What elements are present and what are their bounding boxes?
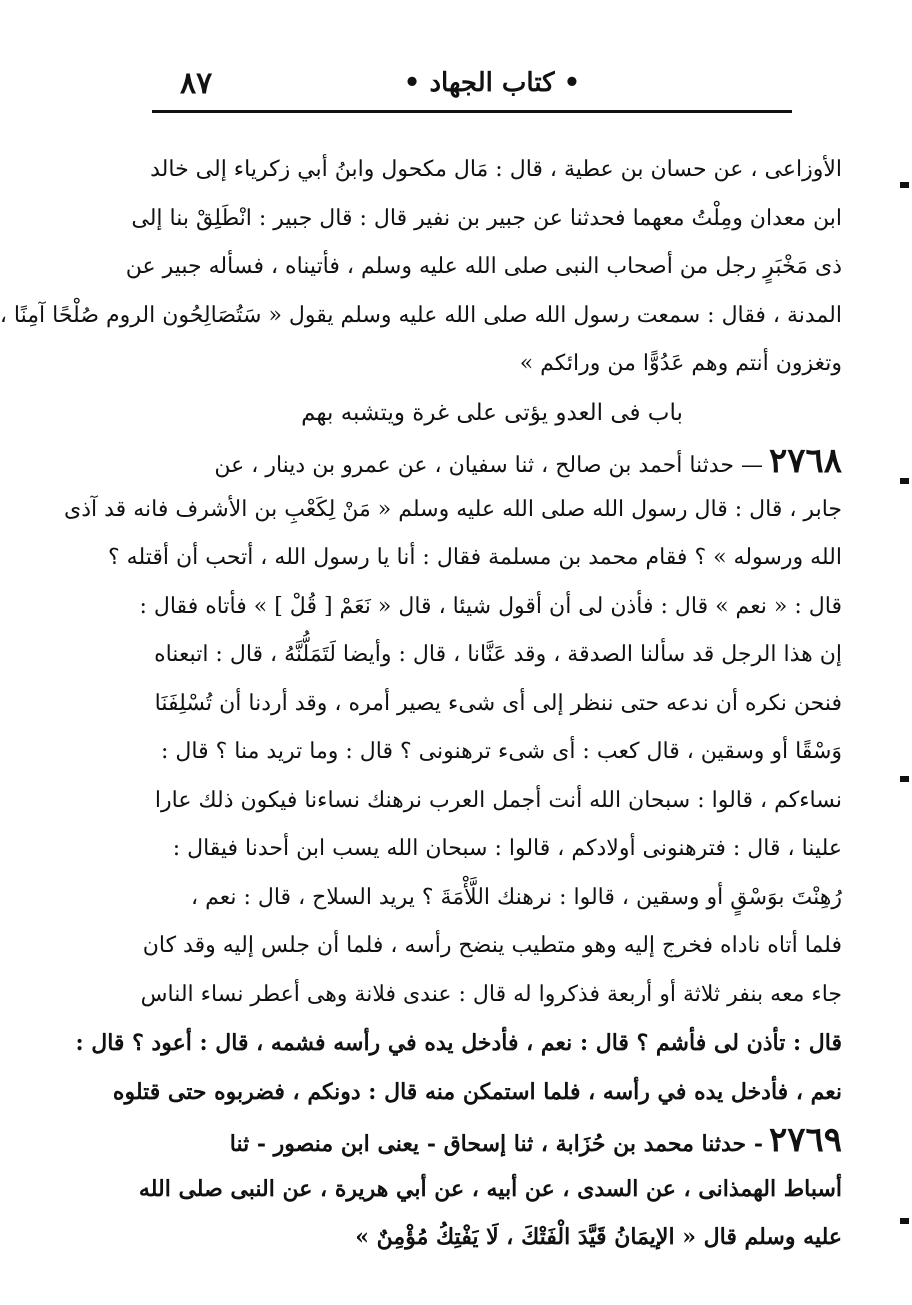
- line-text: فلما أتاه ناداه فخرج إليه وهو متطيب ينضح رأسه ، فلما أن جلس إليه وقد كان: [142, 933, 842, 958]
- margin-mark: [900, 776, 909, 782]
- text-line: [142, 728, 842, 777]
- text-line: [131, 195, 842, 244]
- text-line: [139, 583, 842, 632]
- line-text: إن هذا الرجل قد سألنا الصدقة ، وقد عَنَّانا ، قال : وأيضا لَتَمَلُّنَّهُ ، قال : اتبعناه: [154, 642, 842, 667]
- line-text: وَسْقًا أو وسقين ، قال كعب : أى شىء ترهنونى ؟ قال : وما تريد منا ؟ قال :: [160, 739, 842, 764]
- line-text: — حدثنا أحمد بن صالح ، ثنا سفيان ، عن عمرو بن دينار ، عن: [214, 453, 763, 478]
- margin-mark: [900, 478, 909, 484]
- hadith-start-line: [142, 1116, 842, 1165]
- text-line: [142, 1213, 842, 1262]
- line-text: الله ورسوله » ؟ فقام محمد بن مسلمة فقال : أنا يا رسول الله ، أتحب أن أقتله ؟: [108, 545, 842, 570]
- text-line: [0, 292, 842, 341]
- text-line: [142, 777, 842, 826]
- text-line: [142, 971, 842, 1020]
- line-text: - حدثنا محمد بن حُزَابة ، ثنا إسحاق - يعنى ابن منصور - ثنا: [229, 1131, 763, 1157]
- hadith-number: ٢٧٦٩: [768, 1120, 842, 1160]
- text-line: [142, 825, 842, 874]
- line-text: جابر ، قال : قال رسول الله صلى الله عليه وسلم « مَنْ لِكَعْبِ بن الأشرف فانه قد آذى: [64, 496, 842, 522]
- line-text: نساءكم ، قالوا : سبحان الله أنت أجمل العرب نرهنك نساءنا فيكون ذلك عارا: [154, 787, 842, 813]
- text-line: [108, 534, 842, 583]
- line-text: رُهِنْتَ بوَسْقٍ أو وسقين ، قالوا : نرهنك اللَّأْمَةَ ؟ يريد السلاح ، قال : نعم ،: [191, 884, 842, 910]
- header-rule: [152, 110, 792, 113]
- book-page: [2, 0, 912, 1305]
- page-header: [152, 66, 792, 110]
- hadith-start-line: [142, 437, 842, 486]
- running-title: • كتاب الجهاد •: [403, 68, 581, 98]
- line-text: عليه وسلم قال « الإيمَانُ قَيَّدَ الْفَتْكَ ، لَا يَفْتِكُ مُؤْمِنٌ »: [355, 1224, 842, 1250]
- line-text: ابن معدان ومِلْتُ معهما فحدثنا عن جبير بن نفير قال : قال جبير : انْطَلِقْ بنا إلى: [131, 205, 842, 231]
- line-text: باب فى العدو يؤتى على غرة ويتشبه بهم: [301, 399, 683, 426]
- chapter-heading: [142, 389, 842, 438]
- margin-mark: [900, 182, 909, 188]
- text-line: [142, 874, 842, 923]
- line-text: ذى مَخْبَرٍ رجل من أصحاب النبى صلى الله عليه وسلم ، فأتيناه ، فسأله جبير عن: [125, 254, 842, 279]
- text-line: [142, 680, 842, 729]
- text-line: [75, 1019, 842, 1068]
- margin-mark: [900, 1218, 909, 1224]
- text-line: [142, 146, 842, 195]
- line-text: علينا ، قال : فترهنونى أولادكم ، قالوا : سبحان الله يسب ابن أحدنا فيقال :: [172, 836, 842, 861]
- text-line: [142, 340, 842, 389]
- text-line: [142, 631, 842, 680]
- text-line: [125, 243, 842, 292]
- line-text: المدنة ، فقال : سمعت رسول الله صلى الله عليه وسلم يقول « سَتُصَالِحُون الروم صُلْحًا آمِنًا ،: [0, 302, 842, 328]
- text-line: [142, 922, 842, 971]
- line-text: أسباط الهمذانى ، عن السدى ، عن أبيه ، عن أبي هريرة ، عن النبى صلى الله: [138, 1175, 842, 1202]
- text-line: [112, 1068, 842, 1117]
- text-line: [64, 486, 842, 535]
- line-text: نعم ، فأدخل يده في رأسه ، فلما استمكن منه قال : دونكم ، فضربوه حتى قتلوه: [112, 1078, 842, 1105]
- line-text: فنحن نكره أن ندعه حتى ننظر إلى أى شىء يصير أمره ، وقد أردنا أن تُسْلِفَنَا: [154, 690, 842, 716]
- line-text: الأوزاعى ، عن حسان بن عطية ، قال : مَال مكحول وابنُ أبي زكرياء إلى خالد: [150, 157, 842, 182]
- line-text: وتغزون أنتم وهم عَدُوًّا من ورائكم »: [519, 351, 842, 376]
- line-text: قال : تأذن لى فأشم ؟ قال : نعم ، فأدخل يده في رأسه فشمه ، قال : أعود ؟ قال :: [75, 1030, 842, 1056]
- line-text: قال : « نعم » قال : فأذن لى أن أقول شيئا ، قال « نَعَمْ [ قُلْ ] » فأتاه فقال :: [139, 593, 842, 619]
- hadith-number: ٢٧٦٨: [768, 441, 842, 481]
- line-text: جاء معه بنفر ثلاثة أو أربعة فذكروا له قال : عندى فلانة وهى أعطر نساء الناس: [140, 981, 842, 1007]
- body-text: [0, 146, 842, 1262]
- text-line: [138, 1165, 842, 1214]
- page-number: ٨٧: [180, 66, 213, 101]
